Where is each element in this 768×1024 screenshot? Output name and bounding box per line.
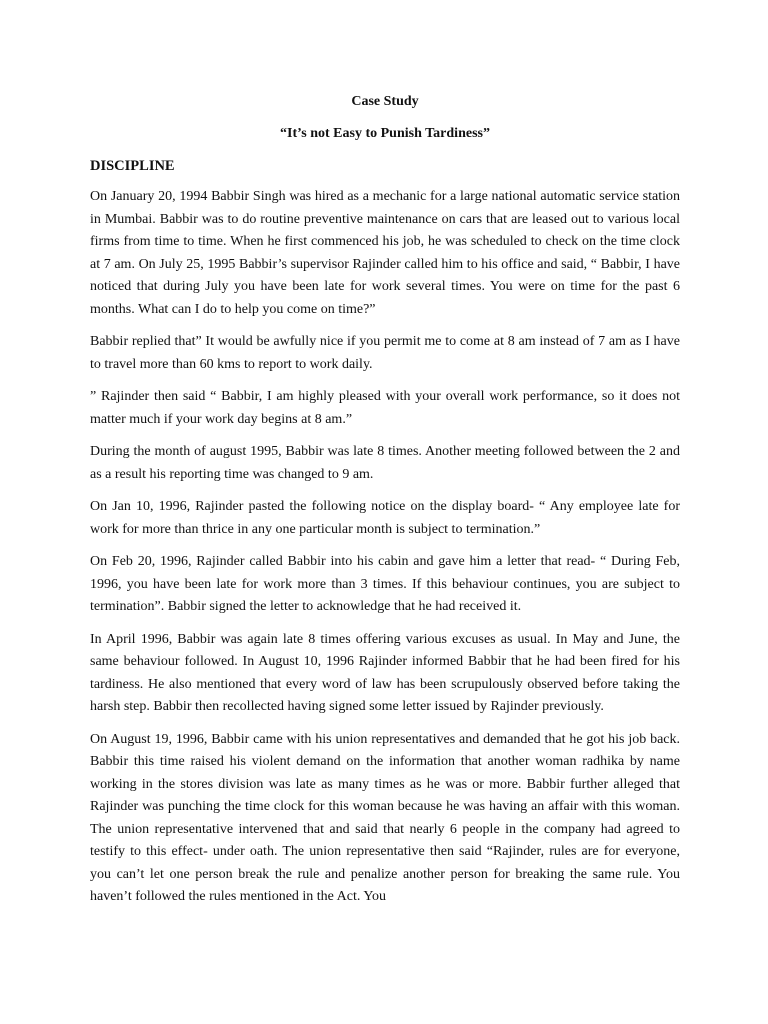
paragraph-august-1995: During the month of august 1995, Babbir was late 8 times. Another meeting followed between the 2 and as a result his reporting time was changed to 9 am. <box>90 444 680 482</box>
paragraph-notice: On Jan 10, 1996, Rajinder pasted the following notice on the display board- “ Any employee late for work for more than thrice in any one particular month is subject to termination.” <box>90 499 680 537</box>
paragraph-warning-letter: On Feb 20, 1996, Rajinder called Babbir into his cabin and gave him a letter that read- “ During Feb, 1996, you have been late for work more than 3 times. If this behaviour continues, you are subject to termination”. Babbir signed the letter to acknowledge that he had received it. <box>90 554 680 614</box>
document-title: Case Study <box>351 94 419 109</box>
paragraph-termination: In April 1996, Babbir was again late 8 times offering various excuses as usual. In May and June, the same behaviour followed. In August 10, 1996 Rajinder informed Babbir that he had been fired for his tardiness. He also mentioned that every word of law has been scrupulously observed before taking the harsh step. Babbir then recollected having signed some letter issued by Rajinder previously. <box>90 631 680 714</box>
paragraph-rajinder-response: ” Rajinder then said “ Babbir, I am highly pleased with your overall work performance, so it does not matter much if your work day begins at 8 am.” <box>90 389 680 427</box>
document-subtitle: “It’s not Easy to Punish Tardiness” <box>280 126 490 141</box>
document-body <box>90 92 680 919</box>
paragraph-babbir-reply: Babbir replied that” It would be awfully nice if you permit me to come at 8 am instead of 7 am as I have to travel more than 60 kms to report to work daily. <box>90 334 680 372</box>
section-heading: DISCIPLINE <box>90 158 175 174</box>
paragraph-union-demand: On August 19, 1996, Babbir came with his union representatives and demanded that he got his job back. Babbir this time raised his violent demand on the information that another woman radhika by name working in the stores division was late as many times as he was or more. Babbir further alleged that Rajinder was punching the time clock for this woman because he was having an affair with this woman. The union representative intervened that and said that nearly 6 people in the company had agreed to testify to this effect- under oath. The union representative then said “Rajinder, rules are for everyone, you can’t let one person break the rule and penalize another person for breaking the same rule. You haven’t followed the rules mentioned in the Act. You <box>90 731 680 904</box>
paragraph-hiring: On January 20, 1994 Babbir Singh was hired as a mechanic for a large national automatic service station in Mumbai. Babbir was to do routine preventive maintenance on cars that are leased out to various local firms from time to time. When he first commenced his job, he was scheduled to check on the time clock at 7 am. On July 25, 1995 Babbir’s supervisor Rajinder called him to his office and said, “ Babbir, I have noticed that during July you have been late for work several times. You were on time for the past 6 months. What can I do to help you come on time?” <box>90 189 680 317</box>
